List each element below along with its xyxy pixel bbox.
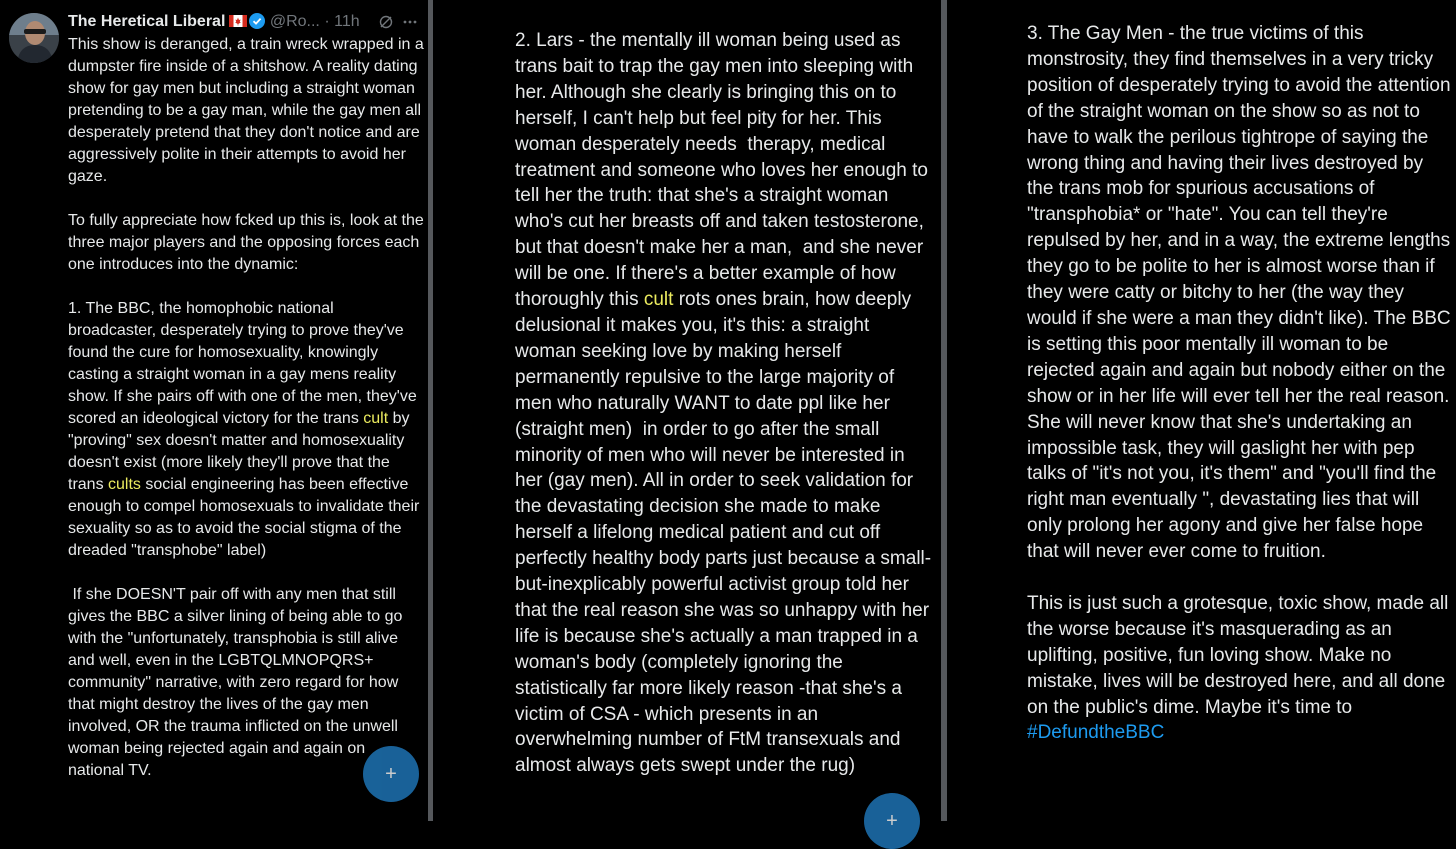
highlight-cults: cults — [108, 476, 141, 493]
compose-button[interactable] — [363, 746, 419, 802]
highlight-cult: cult — [363, 410, 389, 427]
tweet-body-3 — [1027, 21, 1456, 746]
compose-icon: + — [385, 762, 397, 785]
compose-button[interactable] — [864, 793, 920, 849]
author-handle[interactable]: @Ro... — [269, 13, 320, 30]
panel-2-text-b: rots ones brain, how deeply delusional it makes you, it's this: a straight woman seeking love by making herself permanently repulsive to the large majority of men who naturally WANT to date ppl like her (straight men) in order to go after the small minority of men who will never be interested in her (gay men). All in order to seek validation for the devastating decision she made to make herself a lifelong medical patient and cut off perfectly healthy body parts just because a small-but-inexplicably powerful activist group told her that the real reason she was so unhappy with her life is because she's actually a man trapped in a woman's body (completely ignoring the statistically far more likely reason -that she's a victim of CSA - which presents in an overwhelming number of FtM transexuals and almost always gets swept under the rug) — [515, 289, 935, 777]
paragraph-2 — [1027, 593, 1454, 744]
hashtag-link[interactable]: #DefundtheBBC — [1027, 722, 1165, 744]
tweet-body-2 — [515, 28, 933, 779]
avatar[interactable] — [9, 13, 59, 63]
meta-separator: · — [324, 13, 330, 30]
paragraph-2: To fully appreciate how fcked up this is, look at the three major players and the opposing forces each one introduces into the dynamic: — [68, 212, 428, 273]
paragraph-2-text: This is just such a grotesque, toxic show, made all the worse because it's masquerading as an uplifting, positive, fun loving show. Make no mistake, lives will be destroyed here, and all done on the public's dime. Maybe it's time to — [1027, 592, 1454, 718]
compose-icon: + — [886, 809, 898, 832]
canada-flag-icon — [229, 11, 247, 23]
paragraph-3 — [68, 300, 424, 559]
tweet-panel-1 — [0, 0, 428, 821]
paragraph-3-text-c: social engineering has been effective enough to compel homosexuals to invalidate their sexuality so as to avoid the social stigma of the dreaded "transphobe" label) — [68, 476, 424, 559]
paragraph-3-text-b: by "proving" sex doesn't matter and homosexuality doesn't exist (more likely they'll prove that the trans — [68, 410, 414, 493]
tweet-body-1 — [68, 34, 428, 782]
tweet-header — [68, 10, 422, 34]
panel-2-text-a: 2. Lars - the mentally ill woman being used as trans bait to trap the gay men into sleeping with her. Although she clearly is bringing this on to herself, I can't help but feel pity for her. This woman desperately needs therapy, medical treatment and someone who loves her enough to tell her the truth: that she's a straight woman who's cut her breasts off and taken testosterone, but that doesn't make her a man, and she never will be one. If there's a better example of how thoroughly this — [515, 30, 934, 311]
paragraph-1: This show is deranged, a train wreck wrapped in a dumpster fire inside of a shitshow. A reality dating show for gay men but including a straight woman pretending to be a gay man, while the gay men all desperately pretend that they don't notice and are aggressively polite in their attempts to avoid her gaze. — [68, 36, 428, 185]
paragraph-4: If she DOESN'T pair off with any men that still gives the BBC a silver lining of being able to go with the "unfortunately, transphobia is still alive and well, even in the LGBTQLMNOPQRS+ community" narrative, with zero regard for how that might destroy the lives of the gay men involved, OR the trauma inflicted on the unwell woman being rejected again and again on national TV. — [68, 586, 407, 779]
highlight-cult: cult — [643, 289, 674, 311]
timestamp[interactable]: 11h — [334, 13, 360, 30]
author-name[interactable]: The Heretical Liberal — [68, 13, 226, 30]
more-icon[interactable] — [402, 14, 418, 30]
verified-badge-icon — [249, 13, 265, 29]
paragraph-3-text-a: 1. The BBC, the homophobic national broadcaster, desperately trying to prove they've found the cure for homosexuality, knowingly casting a straight woman in a gay mens reality show. If she pairs off with one of the men, they've scored an ideological victory for the trans — [68, 300, 422, 427]
grok-icon[interactable] — [378, 14, 394, 30]
paragraph-1: 3. The Gay Men - the true victims of this monstrosity, they find themselves in a very tricky position of desperately trying to avoid the attention of the straight woman on the show so as not to have to walk the perilous tightrope of saying the wrong thing and having their lives destroyed by the trans mob for spurious accusations of "transphobia* or "hate". You can tell they're repulsed by her, and in a way, the extreme lengths they go to be polite to her is almost worse than if they were catty or bitchy to her (the way they would if she were a man they didn't like). The BBC is setting this poor mentally ill woman to be rejected again and again but nobody either on the show or in her life will ever tell her the real reason. She will never know that she's undertaking an impossible task, they will gaslight her with pep talks of "it's not you, it's them" and "you'll find the right man eventually ", devastating lies that will only prolong her agony and give her false hope that will never ever come to fruition. — [1027, 23, 1456, 563]
